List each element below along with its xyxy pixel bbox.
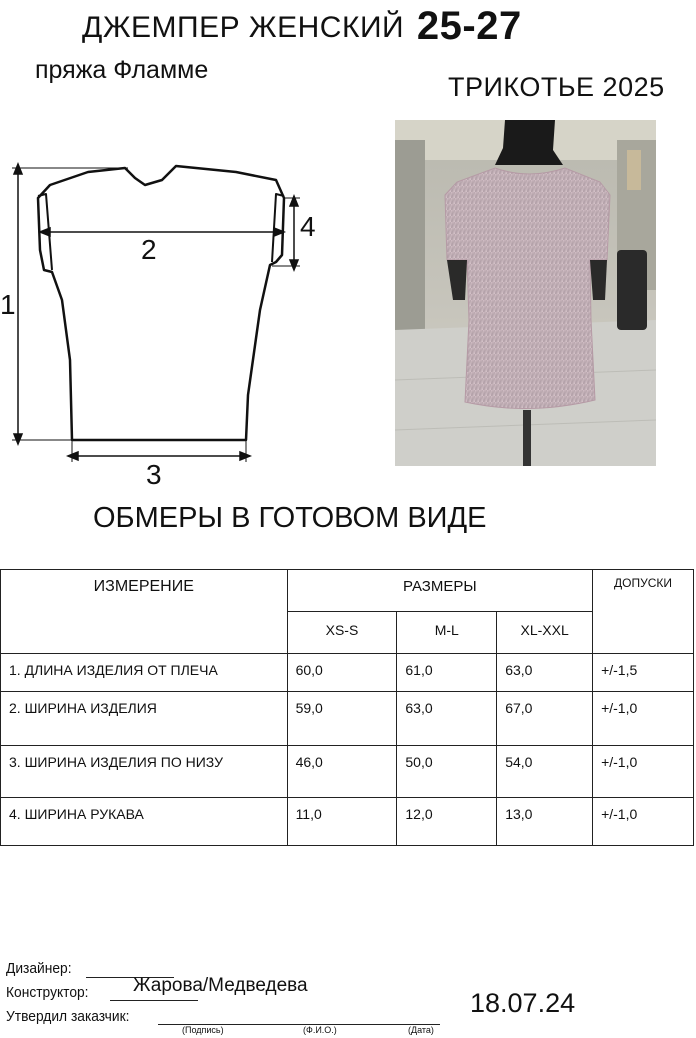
- row-value: 13,0: [497, 798, 593, 846]
- section-title: ОБМЕРЫ В ГОТОВОМ ВИДЕ: [93, 502, 487, 534]
- row-value: 46,0: [287, 746, 397, 798]
- row-tolerance: +/-1,5: [593, 654, 694, 692]
- row-value: 63,0: [497, 654, 593, 692]
- size-xs-s: XS-S: [287, 612, 397, 654]
- row-value: 67,0: [497, 692, 593, 746]
- table-header-row: [1, 570, 694, 612]
- row-tolerance: +/-1,0: [593, 746, 694, 798]
- label-width: 2: [141, 234, 157, 265]
- label-length: 1: [0, 289, 16, 320]
- garment-sketch: [0, 150, 340, 490]
- title-text: ДЖЕМПЕР ЖЕНСКИЙ: [82, 11, 405, 44]
- title-number: 25-27: [416, 4, 522, 48]
- name-caption: (Ф.И.О.): [303, 1025, 337, 1035]
- garment-photo: [395, 120, 656, 466]
- table-row: [1, 746, 694, 798]
- document-title: [82, 2, 522, 47]
- row-value: 60,0: [287, 654, 397, 692]
- constructor-line: [110, 1000, 198, 1001]
- designer-label: Дизайнер:: [6, 960, 72, 977]
- label-bottom-width: 3: [146, 459, 162, 490]
- row-tolerance: +/-1,0: [593, 798, 694, 846]
- row-name: 2. ШИРИНА ИЗДЕЛИЯ: [1, 692, 288, 746]
- row-value: 12,0: [397, 798, 497, 846]
- row-name: 4. ШИРИНА РУКАВА: [1, 798, 288, 846]
- table-row: [1, 692, 694, 746]
- row-value: 50,0: [397, 746, 497, 798]
- size-xl-xxl: XL-XXL: [497, 612, 593, 654]
- row-value: 11,0: [287, 798, 397, 846]
- table-row: [1, 654, 694, 692]
- row-value: 54,0: [497, 746, 593, 798]
- measurements-table: [0, 569, 694, 846]
- yarn-name: пряжа Фламме: [35, 56, 209, 84]
- sign-caption: (Подпись): [182, 1025, 224, 1035]
- constructor-value: Жарова/Медведева: [133, 975, 308, 996]
- document-date: 18.07.24: [470, 988, 576, 1018]
- size-m-l: M-L: [397, 612, 497, 654]
- row-name: 1. ДЛИНА ИЗДЕЛИЯ ОТ ПЛЕЧА: [1, 654, 288, 692]
- row-tolerance: +/-1,0: [593, 692, 694, 746]
- table-row: [1, 798, 694, 846]
- constructor-label: Конструктор:: [6, 984, 89, 1001]
- brand-label: ТРИКОТЬЕ 2025: [448, 72, 665, 102]
- row-value: 61,0: [397, 654, 497, 692]
- row-name: 3. ШИРИНА ИЗДЕЛИЯ ПО НИЗУ: [1, 746, 288, 798]
- label-sleeve-width: 4: [300, 211, 316, 242]
- date-caption: (Дата): [408, 1025, 434, 1035]
- row-value: 63,0: [397, 692, 497, 746]
- approved-label: Утвердил заказчик:: [6, 1008, 130, 1025]
- sketch-outline: [38, 166, 284, 440]
- header-measure: ИЗМЕРЕНИЕ: [1, 570, 288, 654]
- row-value: 59,0: [287, 692, 397, 746]
- header-sizes: РАЗМЕРЫ: [287, 570, 593, 612]
- measurement-arrows: [12, 164, 300, 462]
- header-tolerance: ДОПУСКИ: [593, 570, 694, 654]
